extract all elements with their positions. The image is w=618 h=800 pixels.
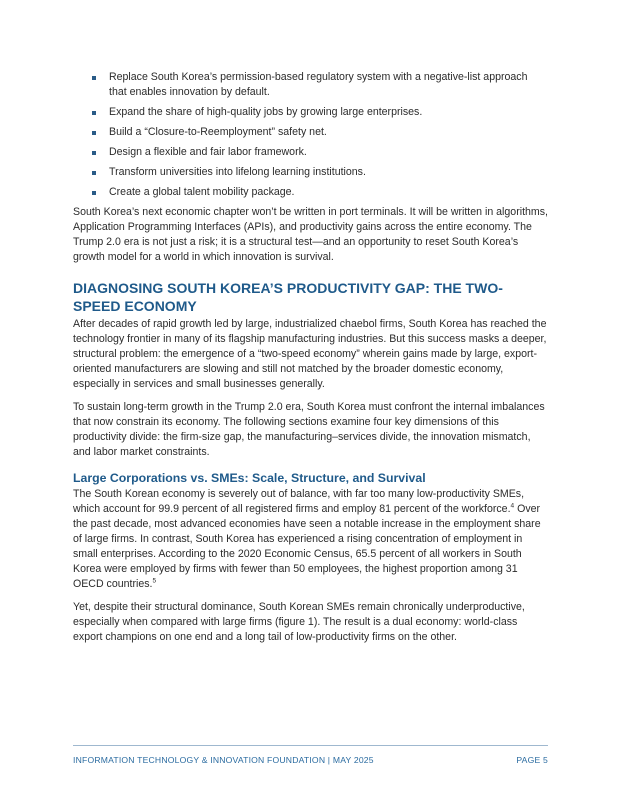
- footnote-ref-5[interactable]: 5: [152, 577, 157, 585]
- section-paragraph-2: To sustain long-term growth in the Trump 2.0 era, South Korea must confront the internal imbalances that now constrain its economy. The following sections examine four key dimensions of this productivity divide: the firm-size gap, the manufacturing–services divide, the innovation mismatch, and labor market constraints.: [73, 401, 545, 458]
- bullet-square-icon: [92, 151, 96, 155]
- recommendation-list: [73, 70, 548, 200]
- bullet-square-icon: [92, 111, 96, 115]
- paragraph-text: The South Korean economy is severely out of balance, with far too many low-productivity SMEs, which account for 99.9 percent of all registered firms and employ 81 percent of the workforce.: [73, 488, 525, 515]
- list-item-text: Build a “Closure-to-Reemployment” safety net.: [109, 126, 327, 138]
- subsection-paragraph-2: Yet, despite their structural dominance, South Korean SMEs remain chronically underproductive, especially when compared with large firms (figure 1). The result is a dual economy: world-class export champions on one end and a long tail of low-productivity firms on the other.: [73, 601, 525, 643]
- list-item: [73, 185, 548, 200]
- list-item-text: Design a flexible and fair labor framework.: [109, 146, 307, 158]
- subsection-paragraph-1: [73, 487, 548, 592]
- page-number: PAGE 5: [516, 755, 548, 765]
- list-item-text: Replace South Korea’s permission-based regulatory system with a negative-list approach that enables innovation by default.: [109, 71, 528, 98]
- paragraph-text: Over the past decade, most advanced economies have seen a notable increase in the employment share of large firms. In contrast, South Korea has experienced a rising concentration of employment in small enterprises. According to the 2020 Economic Census, 65.5 percent of all workers in South Korea were employed by firms with fewer than 50 employees, the highest proportion among 31 OECD countries.: [73, 503, 541, 590]
- bullet-square-icon: [92, 191, 96, 195]
- list-item-text: Expand the share of high-quality jobs by growing large enterprises.: [109, 106, 423, 118]
- list-item: [73, 165, 548, 180]
- list-item: [73, 70, 548, 100]
- bullet-square-icon: [92, 131, 96, 135]
- list-item-text: Transform universities into lifelong learning institutions.: [109, 166, 366, 178]
- section-heading: DIAGNOSING SOUTH KOREA’S PRODUCTIVITY GAP: THE TWO-SPEED ECONOMY: [73, 280, 503, 314]
- list-item: [73, 125, 548, 140]
- footer-publisher: INFORMATION TECHNOLOGY & INNOVATION FOUNDATION | MAY 2025: [73, 755, 374, 765]
- bullet-square-icon: [92, 76, 96, 80]
- list-item: [73, 145, 548, 160]
- page-footer: [73, 745, 548, 768]
- list-item-text: Create a global talent mobility package.: [109, 186, 295, 198]
- intro-paragraph: South Korea’s next economic chapter won’t be written in port terminals. It will be written in algorithms, Application Programming Interfaces (APIs), and productivity gains across the entire economy. The Trump 2.0 era is not just a risk; it is a structural test—and an opportunity to reset South Korea’s growth model for a world in which innovation is survival.: [73, 206, 548, 263]
- footnote-ref-4[interactable]: 4: [510, 502, 515, 510]
- subsection-heading: Large Corporations vs. SMEs: Scale, Structure, and Survival: [73, 471, 426, 485]
- bullet-square-icon: [92, 171, 96, 175]
- page-body: [73, 70, 548, 653]
- section-paragraph-1: After decades of rapid growth led by large, industrialized chaebol firms, South Korea has reached the technology frontier in many of its flagship manufacturing industries. But this success masks a deeper, structural problem: the emergence of a “two-speed economy” wherein gains made by large, export-oriented manufacturers are slowing and still not matched by the broader domestic economy, especially in services and small businesses generally.: [73, 318, 547, 390]
- list-item: [73, 105, 548, 120]
